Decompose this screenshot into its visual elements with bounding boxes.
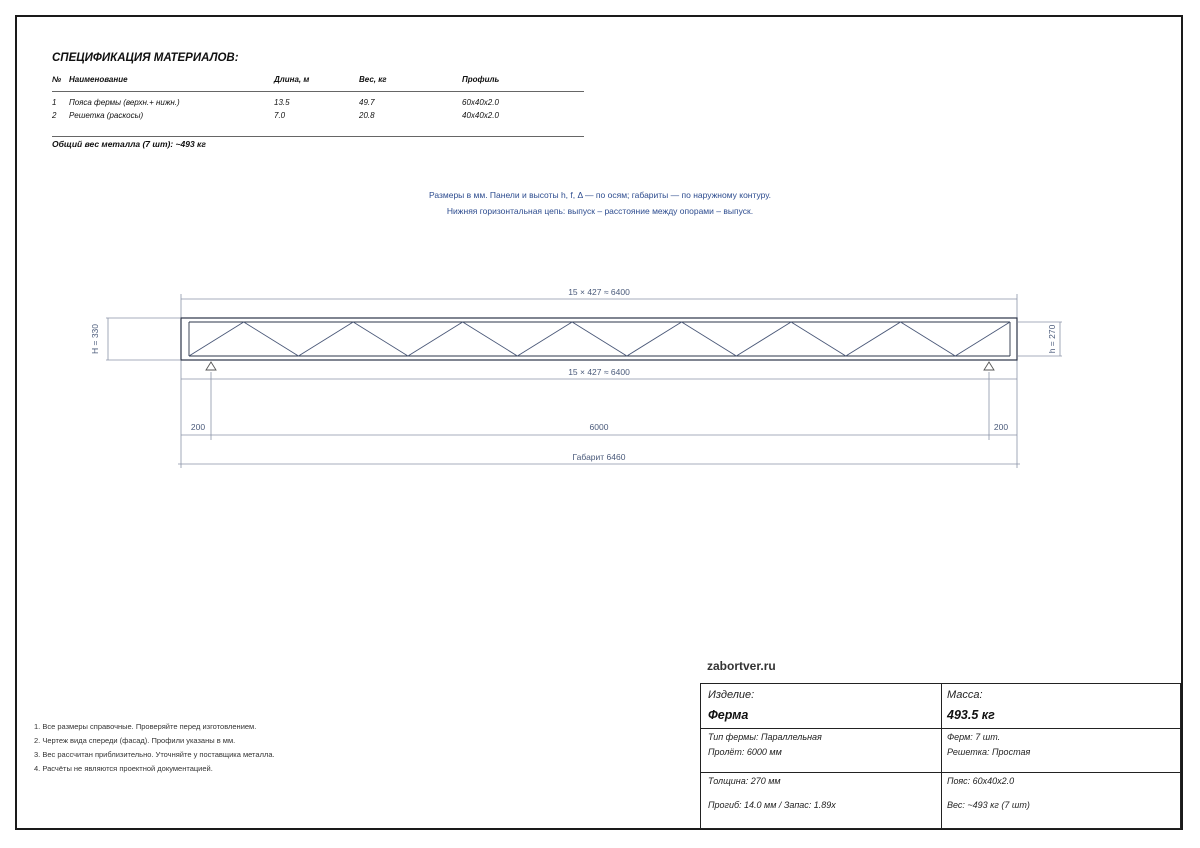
lattice-diagonal (298, 322, 353, 356)
footnote: 3. Вес рассчитан приблизительно. Уточняйте у поставщика металла. (34, 750, 275, 759)
lattice-diagonal (463, 322, 518, 356)
title-block-divider (701, 772, 1180, 773)
spec-header-num: № (52, 75, 62, 84)
row-name: Пояса фермы (верхн.+ нижн.) (69, 98, 180, 107)
footnote: 4. Расчёты не являются проектной документацией. (34, 764, 213, 773)
row-weight: 49.7 (359, 98, 375, 107)
lattice-diagonal (682, 322, 737, 356)
truss-type: Тип фермы: Параллельная (708, 732, 822, 742)
overall-dimension-label: Габарит 6460 (572, 452, 626, 462)
top-dimension-label: 15 × 427 ≈ 6400 (568, 287, 630, 297)
site-domain: zabortver.ru (707, 659, 776, 673)
deflection: Прогиб: 14.0 мм / Запас: 1.89x (708, 800, 836, 810)
lattice-type: Решетка: Простая (947, 747, 1031, 757)
lattice-diagonal (517, 322, 572, 356)
row-length: 7.0 (274, 111, 286, 120)
left-height-label: H = 330 (90, 323, 100, 355)
title-block (700, 683, 1181, 829)
lattice-diagonal (736, 322, 791, 356)
footnote: 2. Чертеж вида спереди (фасад). Профили указаны в мм. (34, 736, 236, 745)
truss-count: Ферм: 7 шт. (947, 732, 1001, 742)
item-value: Ферма (708, 708, 749, 722)
truss-span: Пролёт: 6000 мм (708, 747, 782, 757)
lattice-diagonal (189, 322, 244, 356)
row-num: 1 (52, 98, 57, 107)
lattice-diagonal (353, 322, 408, 356)
row-num: 2 (52, 111, 57, 120)
footnote: 1. Все размеры справочные. Проверяйте перед изготовлением. (34, 722, 257, 731)
drawing-note-bottom-chain: Нижняя горизонтальная цепь: выпуск – расстояние между опорами – выпуск. (446, 206, 754, 216)
lattice-diagonal (846, 322, 901, 356)
spec-header-name: Наименование (69, 75, 128, 84)
title-block-divider (941, 684, 942, 828)
span-label: 6000 (589, 422, 609, 432)
mass-value: 493.5 кг (947, 708, 995, 722)
left-overhang-label: 200 (190, 422, 206, 432)
spec-title: СПЕЦИФИКАЦИЯ МАТЕРИАЛОВ: (52, 52, 239, 64)
truss-thickness: Толщина: 270 мм (708, 776, 781, 786)
row-profile: 40x40x2.0 (462, 111, 499, 120)
item-label: Изделие: (708, 689, 755, 701)
footnotes (34, 720, 275, 776)
row-weight: 20.8 (359, 111, 375, 120)
row-name: Решетка (раскосы) (69, 111, 144, 120)
mass-label: Масса: (947, 689, 983, 701)
lattice-diagonal (408, 322, 463, 356)
bottom-panel-dimension-label: 15 × 427 ≈ 6400 (568, 367, 630, 377)
title-block-divider (701, 728, 1180, 729)
chord-profile: Пояс: 60x40x2.0 (947, 776, 1015, 786)
right-overhang-label: 200 (993, 422, 1009, 432)
lattice-diagonal (901, 322, 956, 356)
lattice-diagonal (955, 322, 1010, 356)
left-support-icon (206, 362, 216, 370)
right-height-label: h = 270 (1047, 324, 1057, 354)
lattice-diagonal (244, 322, 299, 356)
spec-header-profile: Профиль (462, 75, 500, 84)
spec-header-weight: Вес, кг (359, 75, 387, 84)
total-weight: Вес: ~493 кг (7 шт) (947, 800, 1030, 810)
right-support-icon (984, 362, 994, 370)
spec-header-length: Длина, м (274, 75, 310, 84)
drawing-note-dimensions: Размеры в мм. Панели и высоты h, f, Δ — по осям; габариты — по наружному контуру. (428, 190, 772, 200)
lattice-diagonal (627, 322, 682, 356)
lattice-diagonal (791, 322, 846, 356)
row-length: 13.5 (274, 98, 290, 107)
lattice-diagonal (572, 322, 627, 356)
spec-total-weight: Общий вес металла (7 шт): ~493 кг (52, 139, 206, 149)
row-profile: 60x40x2.0 (462, 98, 499, 107)
